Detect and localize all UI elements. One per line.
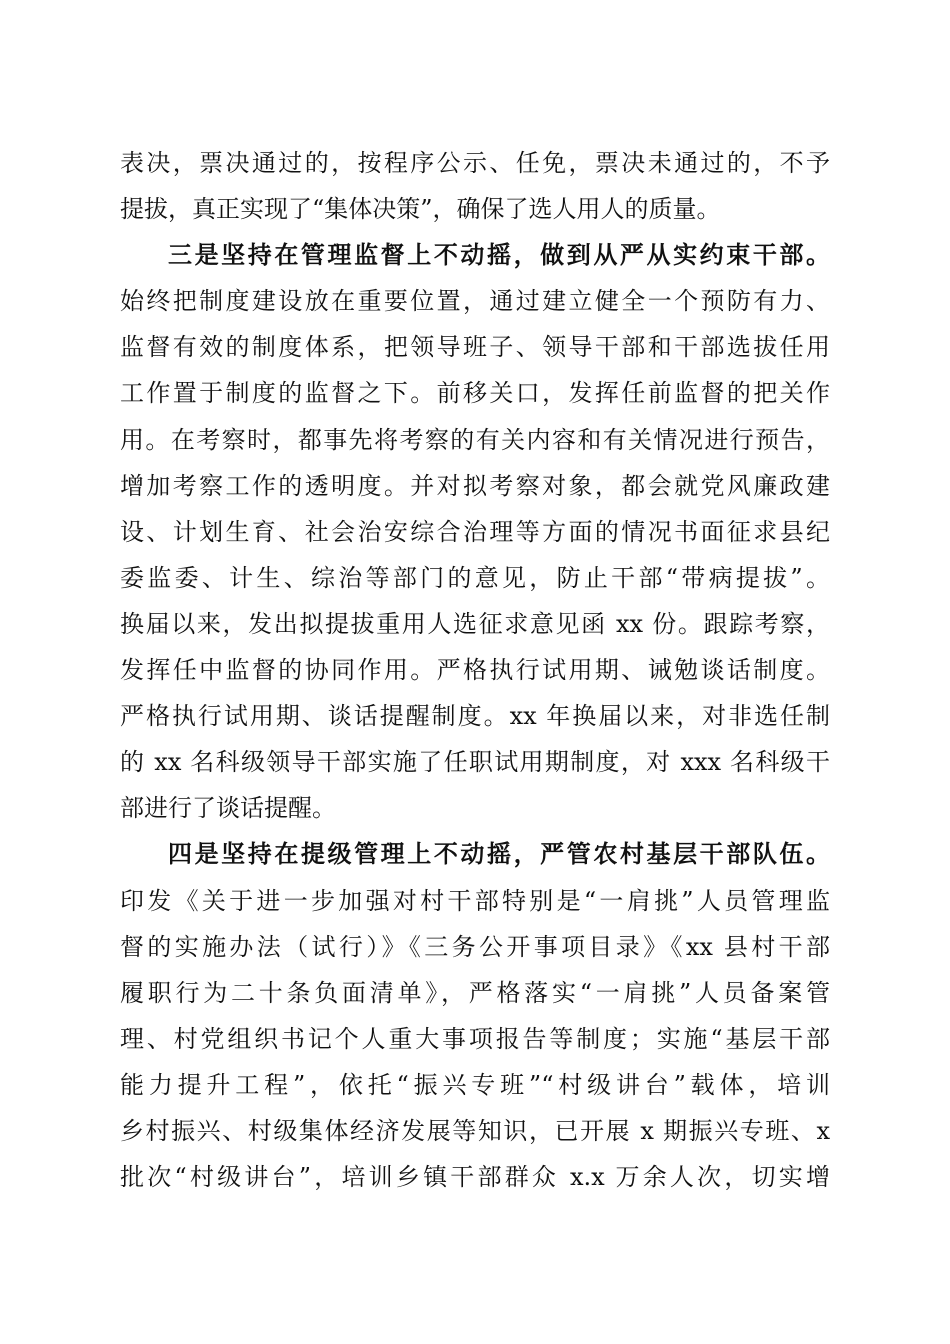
paragraph-line: 履职行为二十条负面清单》，严格落实“一肩挑”人员备案管 bbox=[120, 978, 830, 1007]
paragraph-line: 用。在考察时，都事先将考察的有关内容和有关情况进行预告， bbox=[120, 425, 830, 454]
document-body bbox=[120, 140, 830, 1200]
paragraph-line: 监督有效的制度体系，把领导班子、领导干部和干部选拔任用 bbox=[120, 333, 830, 362]
paragraph-line: 的 xx 名科级领导干部实施了任职试用期制度，对 xxx 名科级干 bbox=[120, 748, 830, 777]
paragraph-line: 乡村振兴、村级集体经济发展等知识，已开展 x 期振兴专班、x bbox=[120, 1116, 830, 1145]
paragraph-line: 表决，票决通过的，按程序公示、任免，票决未通过的，不予 bbox=[120, 149, 830, 177]
section-heading-line: 四是坚持在提级管理上不动摇，严管农村基层干部队伍。 bbox=[168, 839, 830, 869]
section-heading-line: 三是坚持在管理监督上不动摇，做到从严从实约束干部。 bbox=[168, 240, 830, 270]
paragraph-line: 能力提升工程”，依托“振兴专班”“村级讲台”载体，培训 bbox=[120, 1070, 830, 1099]
paragraph-line: 发挥任中监督的协同作用。严格执行试用期、诫勉谈话制度。 bbox=[120, 656, 830, 685]
paragraph-line: 换届以来，发出拟提拔重用人选征求意见函 xx 份。跟踪考察， bbox=[120, 609, 830, 638]
paragraph-line: 增加考察工作的透明度。并对拟考察对象，都会就党风廉政建 bbox=[120, 471, 830, 500]
paragraph-line: 督的实施办法（试行）》《三务公开事项目录》《xx 县村干部 bbox=[120, 932, 830, 961]
paragraph-line: 理、村党组织书记个人重大事项报告等制度；实施“基层干部 bbox=[120, 1024, 830, 1053]
paragraph-line: 始终把制度建设放在重要位置，通过建立健全一个预防有力、 bbox=[120, 287, 830, 316]
paragraph-line: 设、计划生育、社会治安综合治理等方面的情况书面征求县纪 bbox=[120, 517, 830, 546]
paragraph-line: 印发《关于进一步加强对村干部特别是“一肩挑”人员管理监 bbox=[120, 886, 830, 915]
paragraph-line: 工作置于制度的监督之下。前移关口，发挥任前监督的把关作 bbox=[120, 379, 830, 408]
paragraph-line: 部进行了谈话提醒。 bbox=[120, 794, 336, 823]
paragraph-line: 严格执行试用期、谈话提醒制度。xx 年换届以来，对非选任制 bbox=[120, 702, 830, 731]
paragraph-line: 提拔，真正实现了“集体决策”，确保了选人用人的质量。 bbox=[120, 195, 721, 224]
paragraph-line: 委监委、计生、综治等部门的意见，防止干部“带病提拔”。 bbox=[120, 563, 830, 592]
paragraph-line: 批次“村级讲台”，培训乡镇干部群众 x.x 万余人次，切实增 bbox=[120, 1163, 830, 1192]
document-page bbox=[120, 140, 830, 1200]
